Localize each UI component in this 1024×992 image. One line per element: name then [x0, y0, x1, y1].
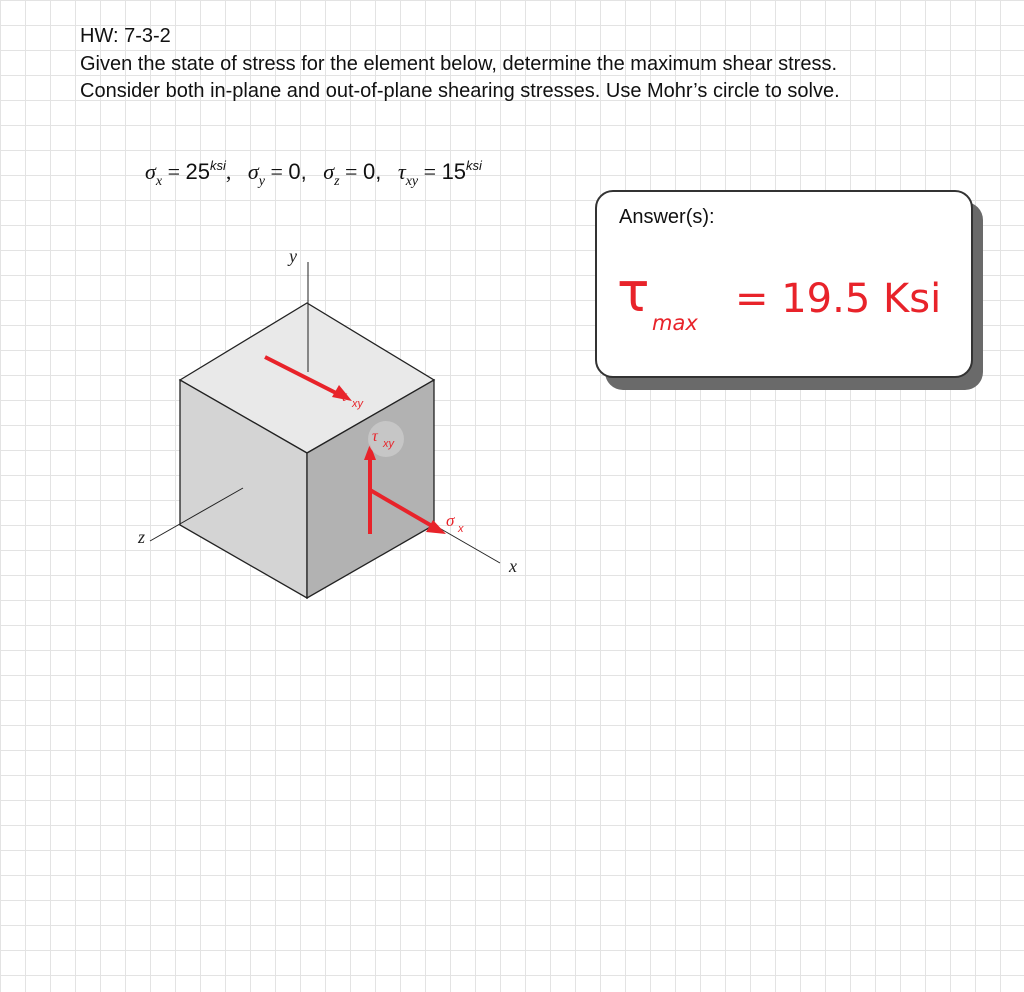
sigma-x-unit: ksi: [209, 158, 226, 173]
tau-xy-unit: ksi: [466, 158, 482, 173]
tau-side-label: τ: [372, 428, 378, 445]
sigma-y-subscript: y: [258, 174, 265, 189]
axis-x-label: x: [509, 556, 517, 576]
homework-title: HW: 7-3-2: [80, 25, 171, 47]
handwritten-tau: τ: [617, 261, 650, 324]
tau-side-label-sub: xy: [383, 438, 394, 450]
sigma-x-subscript: x: [155, 174, 163, 189]
axis-y-label: y: [289, 246, 297, 266]
tau-top-label: τ: [341, 388, 347, 405]
sigma-x-symbol: σ: [145, 159, 156, 184]
handwritten-value: = 19.5 Ksi: [735, 276, 942, 322]
sigma-x-label: σ: [446, 511, 455, 530]
sigma-x-value: 25: [185, 159, 210, 184]
problem-statement: Given the state of stress for the element below, determine the maximum shear stress. Consider both in-plane and out-of-plane shearing stresses. Use Mohr’s circle to solve.: [80, 53, 840, 102]
axis-z-label: z: [138, 527, 146, 547]
answer-label: Answer(s):: [619, 206, 715, 228]
tau-xy-symbol: τ: [397, 159, 406, 184]
sigma-z-subscript: z: [334, 174, 340, 189]
sigma-z-symbol: σ: [323, 159, 335, 184]
sigma-y-value: 0,: [288, 159, 307, 184]
sigma-z-value: 0,: [362, 159, 382, 184]
tau-xy-value: 15: [441, 159, 467, 184]
handwritten-max-subscript: max: [652, 311, 698, 335]
sigma-x-label-sub: x: [458, 523, 464, 535]
tau-xy-subscript: xy: [405, 174, 419, 189]
sigma-y-symbol: σ: [247, 159, 259, 184]
given-stress-values: $\sigma_x = 25^{ksi}$, $\sigma_y = 0$, $\sigma_z = 0$, $\tau_{xy} = 15^{ksi}$: [145, 158, 482, 189]
tau-top-label-sub: xy: [352, 398, 363, 410]
